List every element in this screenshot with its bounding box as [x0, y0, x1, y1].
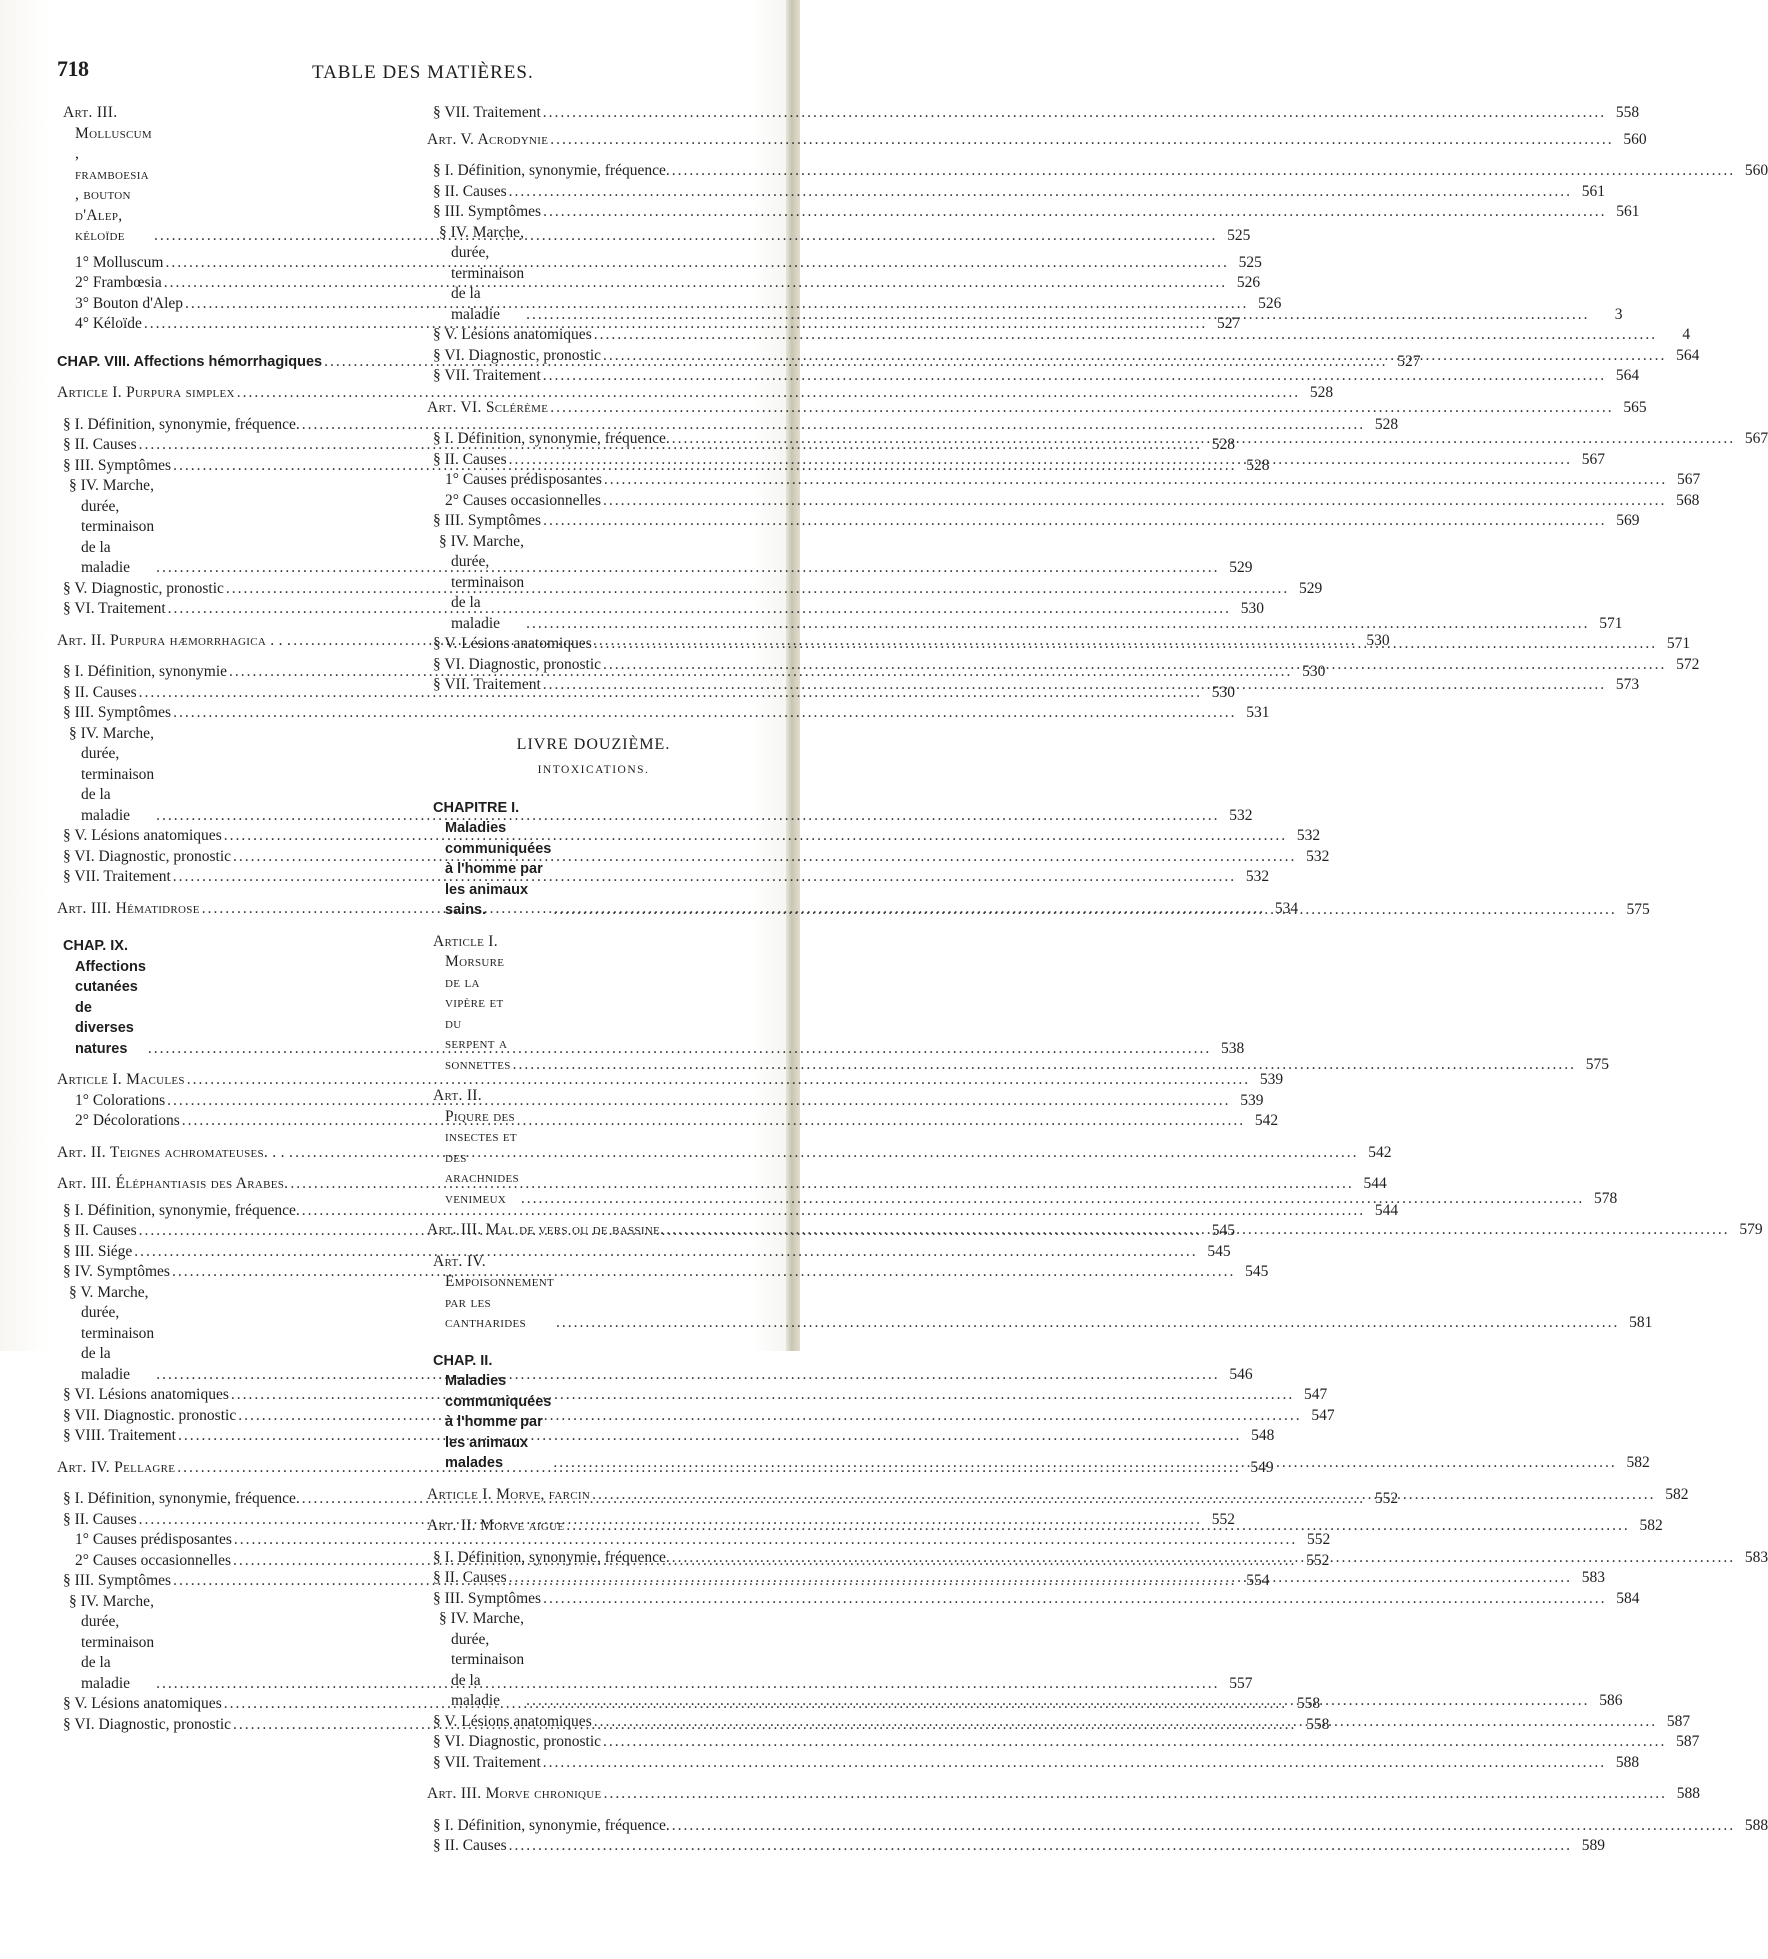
toc-entry-title: § IV. Marche, durée, terminaison de la maladie — [439, 532, 525, 632]
toc-entry — [427, 182, 1605, 203]
dot-leader — [603, 655, 1666, 676]
toc-entry — [57, 253, 1262, 274]
toc-entry-title: § VIII. Traitement — [63, 1427, 176, 1444]
dot-leader — [513, 1055, 1576, 1076]
toc-page-number: 528 — [1374, 415, 1399, 433]
toc-page-number: 558 — [1615, 104, 1640, 121]
dot-leader — [672, 429, 1735, 450]
toc-entry-title: § II. Causes — [433, 450, 507, 468]
toc-entry — [57, 899, 1299, 920]
toc-entry-title: 1° Colorations — [75, 1091, 166, 1109]
toc-entry-title: § II. Causes — [63, 683, 137, 701]
toc-page-number: 581 — [1629, 1314, 1653, 1331]
dot-leader — [509, 1836, 1572, 1857]
book-subtitle: INTOXICATIONS. — [537, 763, 650, 776]
toc-entry-title: § II. Causes — [63, 1510, 137, 1528]
toc-entry-title: § IV. Marche, durée, terminaison de la maladie — [69, 724, 155, 824]
toc-entry-title: § IV. Marche, durée, terminaison de la maladie — [439, 1610, 525, 1709]
toc-entry-title: § II. Causes — [63, 436, 137, 453]
toc-page-number: 529 — [1229, 559, 1253, 576]
toc-entry — [57, 599, 1264, 620]
toc-page-number: 529 — [1299, 579, 1323, 597]
dot-leader — [521, 1189, 1584, 1210]
toc-page-number: 558 — [1296, 1695, 1321, 1712]
toc-entry-title: Art. IV. Pellagre — [57, 1458, 176, 1476]
toc-page-number: 560 — [1744, 162, 1768, 179]
running-header: TABLE DES MATIÈRES. — [312, 62, 534, 83]
toc-page-number: 532 — [1245, 868, 1270, 885]
toc-entry-title: Art. VI. Sclérème — [427, 398, 549, 416]
dot-leader — [509, 450, 1572, 471]
toc-entry — [427, 1784, 1700, 1805]
toc-page-number: 583 — [1581, 1569, 1605, 1586]
toc-page-number: 567 — [1677, 471, 1701, 488]
toc-entry-title: § II. Causes — [433, 1837, 507, 1854]
toc-page-number: 526 — [1236, 274, 1261, 291]
toc-entry — [57, 1262, 1269, 1283]
toc-entry-title: § I. Définition, synonymie, fréquence. — [433, 430, 670, 447]
toc-page-number: 527 — [1397, 352, 1421, 370]
toc-entry-title: § V. Marche, durée, terminaison de la maladie — [69, 1283, 155, 1383]
toc-page-number: 565 — [1623, 398, 1647, 416]
toc-page-number: 567 — [1581, 450, 1605, 468]
toc-entry — [427, 398, 1647, 419]
toc-page-number: 4 — [1682, 326, 1691, 343]
toc-page-number: 525 — [1238, 253, 1262, 271]
dot-leader — [553, 1453, 1616, 1474]
toc-page-number: 589 — [1581, 1837, 1605, 1854]
toc-page-number: 568 — [1676, 491, 1700, 509]
toc-page-number: 530 — [1366, 631, 1390, 649]
toc-entry-title: Art. III. Éléphantiasis des Arabes. — [57, 1175, 289, 1192]
toc-page-number: 546 — [1229, 1365, 1253, 1383]
dot-leader — [543, 675, 1606, 696]
toc-entry-title: § V. Diagnostic, pronostic — [63, 579, 224, 597]
toc-entry-title: § I. Définition, synonymie, fréquence. — [433, 162, 670, 179]
toc-entry — [57, 1426, 1275, 1447]
toc-page-number: 588 — [1744, 1816, 1768, 1834]
toc-entry-title: § V. Lésions anatomiques — [433, 1712, 592, 1730]
toc-entry-title: § IV. Symptômes — [63, 1263, 170, 1280]
toc-entry-title: § I. Définition, synonymie — [63, 663, 228, 680]
book-title: LIVRE DOUZIÈME. — [516, 735, 671, 753]
toc-page-number: 554 — [1246, 1572, 1270, 1589]
toc-entry — [427, 325, 1691, 346]
toc-entry-title: Article I. Macules — [57, 1071, 185, 1088]
dot-leader — [672, 1816, 1735, 1837]
toc-entry-title: 2° Causes occasionnelles — [445, 491, 601, 509]
toc-entry-title: 4° Kéloïde — [75, 315, 142, 332]
toc-entry — [427, 161, 1768, 182]
toc-page-number: 560 — [1623, 130, 1647, 148]
dot-leader — [604, 1784, 1667, 1805]
toc-entry — [57, 1091, 1264, 1112]
toc-entry-title: § III. Symptômes — [433, 1589, 542, 1607]
toc-page-number: 578 — [1594, 1189, 1618, 1207]
toc-page-number: 587 — [1666, 1712, 1691, 1730]
toc-page-number: 530 — [1240, 600, 1264, 617]
toc-page-number: 544 — [1374, 1201, 1399, 1219]
toc-entry-title: § VI. Diagnostic, pronostic — [63, 1715, 232, 1733]
toc-page-number: 532 — [1296, 827, 1321, 844]
toc-page-number: 587 — [1676, 1733, 1700, 1750]
toc-entry — [427, 1816, 1768, 1837]
toc-page-number: 544 — [1363, 1175, 1387, 1192]
toc-entry-title: Article I. Purpura simplex — [57, 384, 235, 401]
toc-entry-title: § VI. Lésions anatomiques — [63, 1386, 229, 1403]
toc-page-number: 582 — [1626, 1454, 1650, 1471]
toc-entry — [57, 1111, 1279, 1132]
toc-page-number: 531 — [1246, 704, 1270, 721]
toc-page-number: 527 — [1217, 315, 1241, 332]
toc-page-number: 584 — [1616, 1589, 1640, 1607]
toc-page-number: 530 — [1302, 663, 1326, 680]
toc-entry-title: § III. Siége — [63, 1242, 133, 1260]
toc-entry — [427, 103, 1640, 124]
toc-entry — [57, 847, 1330, 868]
toc-page-number: 542 — [1368, 1143, 1392, 1161]
toc-page-number: 567 — [1744, 430, 1768, 447]
toc-page-number: 539 — [1240, 1091, 1264, 1109]
toc-entry-title: § III. Symptômes — [433, 512, 542, 529]
toc-page-number: 532 — [1229, 806, 1253, 824]
dot-leader — [238, 1406, 1301, 1427]
toc-entry-title: CHAP. II. Maladies communiquées à l'homme par les animaux malades — [433, 1352, 552, 1471]
toc-page-number: 547 — [1304, 1386, 1328, 1403]
dot-leader — [566, 1516, 1629, 1537]
dot-leader — [550, 398, 1613, 419]
toc-entry-title: § VII. Traitement — [433, 367, 541, 384]
toc-page-number: 586 — [1599, 1692, 1623, 1709]
toc-page-number: 588 — [1676, 1785, 1700, 1802]
toc-entry-title: CHAP. VIII. Affections hémorrhagiques — [57, 353, 323, 370]
toc-page-number: 583 — [1744, 1548, 1768, 1566]
dot-leader — [603, 346, 1666, 367]
toc-entry-title: 1° Causes prédisposantes — [75, 1531, 232, 1548]
toc-page-number: 579 — [1739, 1221, 1763, 1238]
toc-page-number: 525 — [1227, 227, 1251, 244]
toc-entry — [57, 294, 1282, 315]
toc-entry-title: Article I. Morsure de la vipère et du serpent a sonnettes — [433, 932, 511, 1073]
toc-entry — [57, 1385, 1328, 1406]
toc-entry-title: § VII. Diagnostic. pronostic — [63, 1406, 237, 1424]
toc-page-number: 552 — [1211, 1510, 1235, 1528]
toc-entry — [57, 867, 1270, 888]
toc-entry-title: 1° Molluscum — [75, 253, 164, 271]
dot-leader — [550, 130, 1613, 151]
toc-page-number: 571 — [1666, 635, 1691, 652]
toc-page-number: 542 — [1254, 1112, 1279, 1129]
toc-entry-title: Art. II. Teignes achromateuses. . . . — [57, 1143, 294, 1161]
toc-entry-title: § III. Symptômes — [63, 704, 172, 721]
toc-entry — [57, 1070, 1284, 1091]
toc-page-number: 582 — [1639, 1517, 1663, 1534]
dot-leader — [556, 1313, 1619, 1334]
dot-leader — [509, 182, 1572, 203]
toc-entry-title: Art. III. Molluscum , framboesia , bouton d'Alep, kéloïde — [63, 104, 152, 244]
toc-entry-title: § III. Symptômes — [63, 456, 172, 474]
dot-leader — [666, 1220, 1729, 1241]
toc-entry-title: § I. Définition, synonymie, fréquence. — [63, 415, 300, 433]
toc-page-number: 552 — [1374, 1490, 1399, 1507]
toc-entry-title: CHAP. IX. Affections cutanées de diverses natures — [63, 938, 146, 1057]
toc-entry — [427, 366, 1640, 387]
toc-entry-title: § II. Causes — [433, 1569, 507, 1586]
toc-entry — [57, 383, 1334, 404]
toc-entry-title: Art. IV. Empoisonnement par les cantharides — [433, 1252, 555, 1331]
toc-page-number: 552 — [1307, 1531, 1331, 1548]
toc-page-number: 539 — [1259, 1071, 1284, 1088]
toc-entry-title: § II. Causes — [433, 182, 507, 200]
toc-page-number: 547 — [1311, 1406, 1335, 1424]
toc-entry-title: Art. V. Acrodynie — [427, 130, 549, 148]
toc-entry — [427, 1589, 1640, 1610]
toc-entry-title: § I. Définition, synonymie, fréquence. — [433, 1548, 670, 1566]
toc-entry-title: § V. Lésions anatomiques — [433, 635, 592, 652]
toc-entry — [57, 579, 1323, 600]
toc-entry-title: § I. Définition, synonymie, fréquence. — [433, 1816, 670, 1834]
dot-leader — [543, 366, 1606, 387]
toc-entry-title: Art. II. Purpura hæmorrhagica . . . — [57, 631, 292, 649]
dot-leader — [526, 614, 1589, 635]
toc-page-number: 582 — [1665, 1485, 1689, 1503]
page-number: 718 — [57, 56, 89, 81]
dot-leader — [604, 470, 1667, 491]
toc-page-number: 588 — [1615, 1753, 1640, 1771]
toc-entry — [427, 1836, 1605, 1857]
toc-page-number: 528 — [1211, 436, 1235, 453]
toc-page-number: 3 — [1614, 305, 1623, 323]
dot-leader — [603, 1732, 1666, 1753]
dot-leader — [543, 1753, 1606, 1774]
toc-entry — [427, 1753, 1640, 1774]
toc-page-number: 528 — [1309, 384, 1334, 401]
toc-entry — [427, 470, 1701, 491]
toc-entry-title: § I. Définition, synonymie, fréquence. — [63, 1201, 300, 1219]
toc-page-number: 564 — [1676, 346, 1700, 364]
toc-page-number: 549 — [1250, 1458, 1274, 1476]
toc-entry — [57, 703, 1270, 724]
toc-entry-title: § VI. Diagnostic, pronostic — [433, 655, 602, 673]
dot-leader — [526, 305, 1589, 326]
toc-entry — [427, 202, 1640, 223]
toc-entry-title: § VI. Diagnostic, pronostic — [433, 346, 602, 364]
toc-entry-title: § II. Causes — [63, 1222, 137, 1239]
toc-entry-title: Art. III. Hématidrose — [57, 899, 200, 917]
toc-entry-title: § IV. Marche, durée, terminaison de la maladie — [69, 1592, 155, 1692]
toc-entry-title: 1° Causes prédisposantes — [445, 471, 602, 488]
toc-entry — [427, 130, 1647, 151]
dot-leader — [594, 634, 1657, 655]
dot-leader — [543, 511, 1606, 532]
toc-entry-title: § V. Lésions anatomiques — [63, 827, 222, 844]
toc-entry — [57, 826, 1321, 847]
toc-page-number: 569 — [1616, 512, 1640, 529]
toc-entry-title: § IV. Marche, durée, terminaison de la maladie — [439, 223, 525, 323]
toc-entry-title: Art. II. Piqure des insectes et des arachnides venimeux — [433, 1087, 519, 1207]
toc-page-number: 561 — [1581, 182, 1605, 200]
toc-page-number: 575 — [1626, 901, 1650, 918]
toc-entry — [57, 1458, 1274, 1479]
dot-leader — [672, 161, 1735, 182]
toc-entry — [57, 1406, 1335, 1427]
toc-entry-title: Art. II. Morve aigue — [427, 1517, 565, 1534]
toc-entry-title: § VI. Diagnostic, pronostic — [63, 847, 232, 865]
toc-page-number: 528 — [1246, 456, 1270, 474]
toc-page-number: 572 — [1676, 655, 1700, 673]
toc-entry-title: CHAPITRE I. Maladies communiquées à l'homme par les animaux sains. — [433, 799, 552, 918]
toc-page-number: 552 — [1306, 1551, 1330, 1569]
toc-page-number: 526 — [1258, 294, 1282, 312]
toc-entry-title: § III. Symptômes — [63, 1572, 172, 1589]
toc-entry — [427, 1732, 1700, 1753]
dot-leader — [509, 1568, 1572, 1589]
toc-page-number: 532 — [1306, 847, 1330, 865]
toc-page-number: 571 — [1599, 614, 1623, 632]
toc-entry — [57, 1242, 1231, 1263]
toc-entry-title: § VI. Diagnostic, pronostic — [433, 1733, 602, 1750]
dot-leader — [526, 1691, 1589, 1712]
dot-leader — [672, 1548, 1735, 1569]
toc-entry-title: § VII. Traitement — [433, 676, 541, 693]
toc-page-number: 575 — [1585, 1055, 1610, 1073]
toc-entry — [57, 1694, 1321, 1715]
toc-entry-title: 2° Causes occasionnelles — [75, 1551, 231, 1569]
toc-entry-title: § V. Lésions anatomiques — [433, 326, 592, 343]
toc-entry-title: § I. Définition, synonymie, fréquence. — [63, 1490, 300, 1507]
toc-entry-title: Art. III. Mal de vers ou de bassine. — [427, 1221, 665, 1238]
toc-entry — [57, 415, 1399, 436]
toc-page-number: 538 — [1221, 1039, 1245, 1057]
toc-page-number: 545 — [1207, 1242, 1231, 1260]
dot-leader — [231, 1385, 1294, 1406]
toc-entry-title: 3° Bouton d'Alep — [75, 294, 184, 312]
toc-page-number: 530 — [1211, 683, 1235, 701]
toc-entry-title: § V. Lésions anatomiques — [63, 1695, 222, 1712]
toc-entry-title: § VI. Traitement — [63, 600, 166, 617]
toc-entry-title: Article I. Morve, farcin — [427, 1485, 591, 1503]
toc-page-number: 534 — [1274, 899, 1299, 917]
toc-entry — [427, 491, 1700, 512]
dot-leader — [594, 1712, 1657, 1733]
toc-page-number: 557 — [1229, 1674, 1253, 1692]
toc-entry-title: Art. III. Morve chronique — [427, 1785, 602, 1802]
toc-entry-title: § VII. Traitement — [433, 104, 541, 121]
dot-leader — [553, 900, 1616, 921]
dot-leader — [592, 1485, 1655, 1506]
dot-leader — [603, 491, 1666, 512]
toc-page-number: 561 — [1616, 203, 1640, 220]
toc-entry-title: § III. Symptômes — [433, 203, 542, 220]
toc-page-number: 573 — [1615, 676, 1640, 693]
dot-leader — [233, 847, 1296, 868]
toc-entry — [57, 1201, 1399, 1222]
dot-leader — [543, 202, 1606, 223]
dot-leader — [594, 325, 1657, 346]
toc-page-number: 564 — [1615, 367, 1640, 384]
toc-page-number: 558 — [1306, 1715, 1330, 1733]
dot-leader — [543, 1589, 1606, 1610]
toc-entry-title: § VII. Traitement — [433, 1753, 541, 1771]
toc-entry-title: § IV. Marche, durée, terminaison de la maladie — [69, 477, 155, 576]
toc-entry-title: 2° Frambœsia — [75, 274, 162, 291]
toc-entry — [57, 1530, 1331, 1551]
toc-entry — [57, 1143, 1392, 1164]
toc-page-number: 545 — [1211, 1222, 1235, 1239]
toc-page-number: 545 — [1245, 1263, 1269, 1280]
toc-entry-title: 2° Décolorations — [75, 1112, 180, 1129]
toc-entry — [57, 1174, 1387, 1195]
toc-page-number: 548 — [1251, 1427, 1275, 1444]
toc-entry — [57, 273, 1261, 294]
toc-entry — [427, 511, 1640, 532]
dot-leader — [543, 103, 1606, 124]
toc-entry-title: § VII. Traitement — [63, 868, 171, 885]
